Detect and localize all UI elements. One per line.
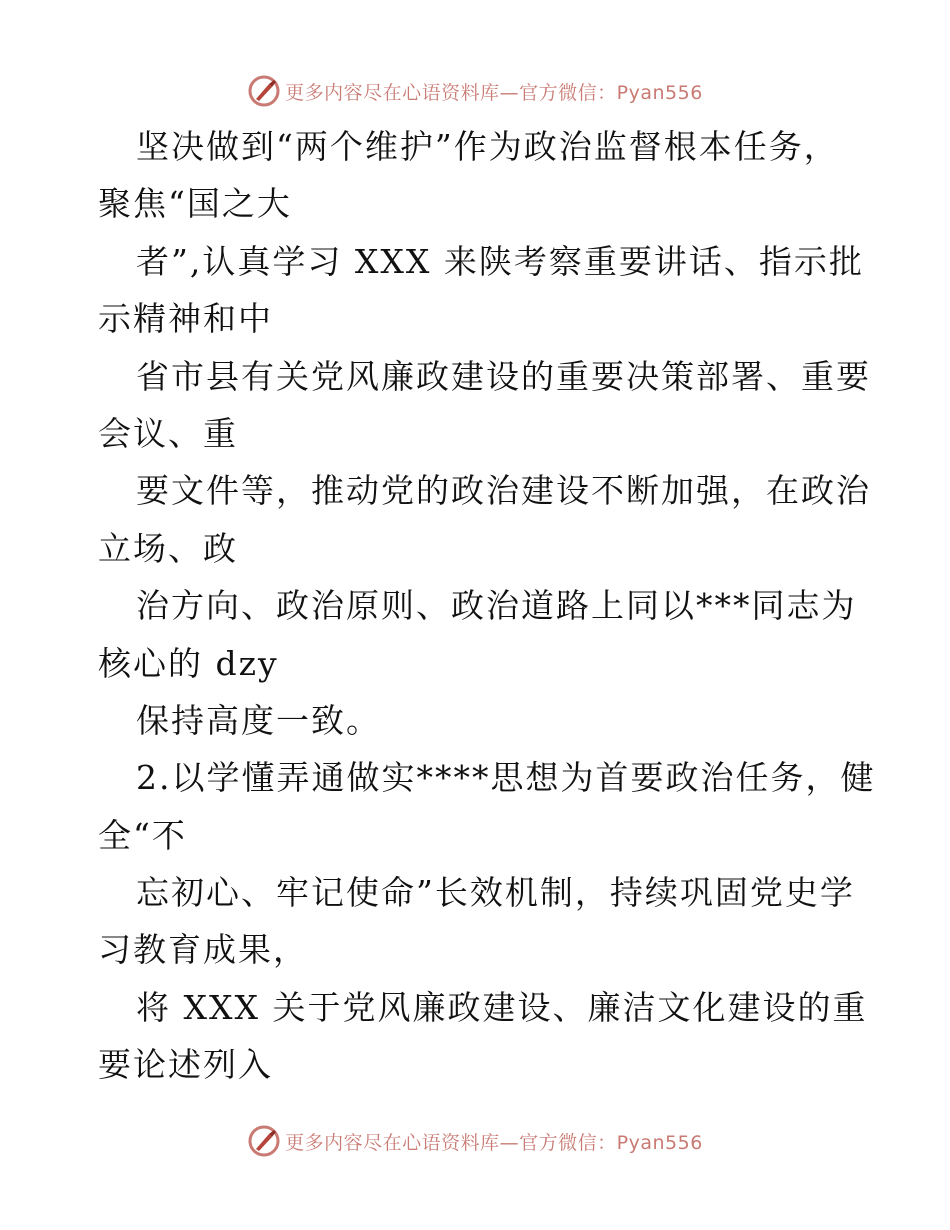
pen-logo-icon: [247, 1124, 281, 1158]
text-line: 将 XXX 关于党风廉政建设、廉洁文化建设的重: [136, 987, 868, 1027]
text-line: 聚焦“国之大: [98, 184, 292, 224]
text-line: 坚决做到“两个维护”作为政治监督根本任务，: [136, 127, 839, 166]
text-line: 要文件等，推动党的政治建设不断加强，在政治: [136, 471, 871, 511]
text-line: 核心的 dzy: [98, 643, 279, 683]
watermark-text: 更多内容尽在心语资料库—官方微信：Pyan556: [285, 1131, 703, 1154]
watermark-text: 更多内容尽在心语资料库—官方微信：Pyan556: [285, 81, 703, 104]
header-watermark: [0, 71, 950, 111]
footer-watermark: [0, 1121, 950, 1161]
text-line: 会议、重: [98, 413, 238, 453]
text-line: 示精神和中: [98, 299, 273, 339]
text-line: 习教育成果，: [98, 930, 308, 970]
text-line: 忘初心、牢记使命”长效机制，持续巩固党史学: [136, 873, 855, 913]
text-line: 者”,认真学习 XXX 来陕考察重要讲话、指示批: [136, 241, 864, 281]
pen-logo-icon: [247, 74, 281, 108]
text-line: 要论述列入: [98, 1045, 273, 1085]
text-line: 立场、政: [98, 528, 238, 568]
text-line: 治方向、政治原则、政治道路上同以***同志为: [136, 586, 857, 626]
text-line: 2.以学懂弄通做实****思想为首要政治任务，健: [136, 758, 876, 798]
text-line: 保持高度一致。: [136, 700, 381, 740]
text-line: 全“不: [98, 815, 187, 855]
text-line: 省市县有关党风廉政建设的重要决策部署、重要: [136, 356, 871, 396]
document-body: [98, 118, 876, 1094]
